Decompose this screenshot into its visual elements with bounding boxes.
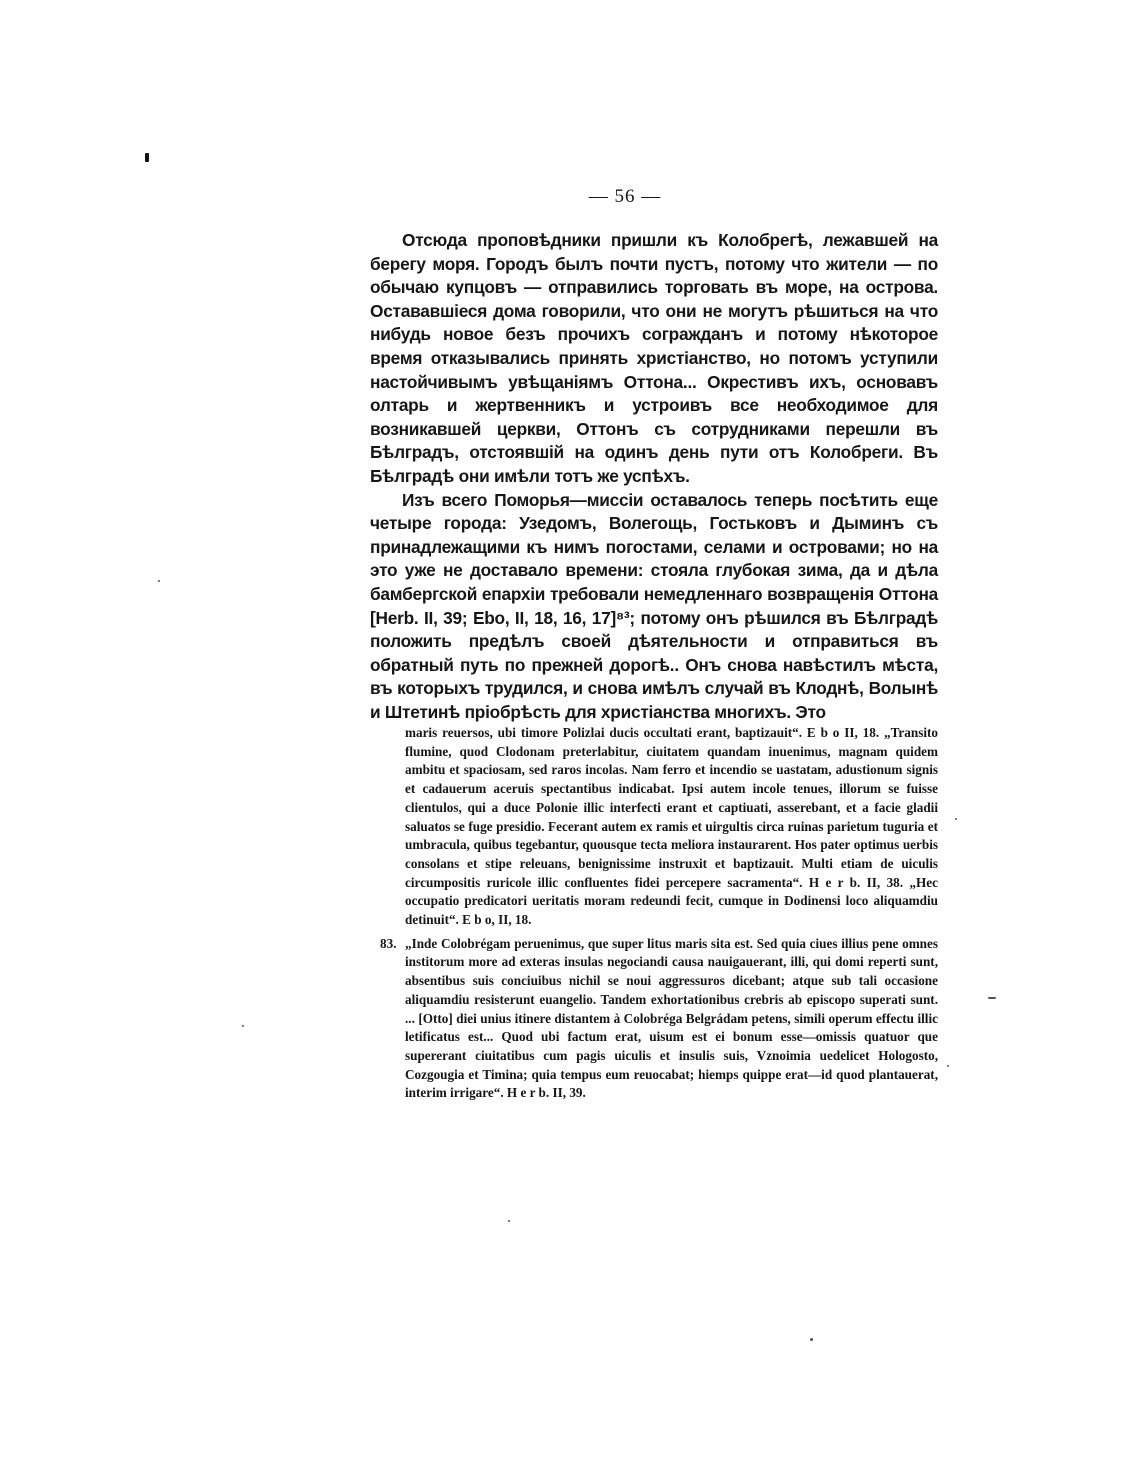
footnote-text: „Inde Colobrégam peruenimus, que super litus maris sita est. Sed quia ciues illius pene omnes institorum more ad exteras insulas negociandi causa nauigauerant, illi, qui domi reperti sunt, absentibus suis conciuibus nichil se noui aggressuros dicebant; atque sub tali occasione aliquamdiu resisterunt euangelio. Tandem exhortationibus crebris ab episcopo superati sunt. ... [Otto] diei unius itinere distantem à Colobréga Belgrádam petens, simili operum effectu illic letificatus est... Quod ubi factum erat, uisum est ei bonum esse—omissis quatuor que supererant ciuitatibus cum pagis uiculis et insulis suis, Vznoimia uedelicet Hologosto, Cozgougia et Timina; quia tempus eum reuocabat; hiemps quippe erat—id quod plantauerat, interim irrigare“. H e r b. II, 39. <box>405 935 938 1101</box>
scan-speck <box>988 997 996 999</box>
scan-speck <box>955 818 957 820</box>
footnotes <box>380 724 938 1103</box>
scan-speck <box>145 153 149 162</box>
footnote-83 <box>380 935 938 1103</box>
paragraph: Изъ всего Поморья—миссіи оставалось теперь посѣтить еще четыре города: Узедомъ, Волегощь, Гостьковъ и Дыминъ съ принадлежащими къ нимъ погостами, селами и островами; но на это уже не доставало времени: стояла глубокая зима, да и дѣла бамбергской епархіи требовали немедленнаго возвращенія Оттона [Herb. II, 39; Ebo, II, 18, 16, 17]⁸³; потому онъ рѣшился въ Бѣлградѣ положить предѣлъ своей дѣятельности и отправиться въ обратный путь по прежней дорогѣ.. Онъ снова навѣстилъ мѣста, въ которыхъ трудился, и снова имѣлъ случай въ Клоднѣ, Волынѣ и Штетинѣ пріобрѣсть для христіанства многихъ. Это <box>370 489 938 722</box>
paragraph: Отсюда проповѣдники пришли къ Колобрегѣ, лежавшей на берегу моря. Городъ былъ почти пустъ, потому что жители — по обычаю купцовъ — отправились торговать въ море, на острова. Остававшіеся дома говорили, что они не могутъ рѣшиться на что нибудь новое безъ прочихъ согражданъ и потому нѣкоторое время отказывались принять христіанство, но потомъ уступили настойчивымъ увѣщаніямъ Оттона... Окрестивъ ихъ, основавъ олтарь и жертвенникъ и устроивъ все необходимое для возникавшей церкви, Оттонъ съ сотрудниками перешли въ Бѣлградъ, отстоявшій на одинъ день пути отъ Колобреги. Въ Бѣлградѣ они имѣли тотъ же успѣхъ. <box>370 230 938 486</box>
scan-speck <box>947 1065 949 1067</box>
main-text <box>370 229 938 724</box>
page-number: — 56 — <box>588 186 662 207</box>
footnote-continuation: maris reuersos, ubi timore Polizlai ducis occultati erant, baptizauit“. E b o II, 18. „Transito flumine, quod Clodonam preterlabitur, ciuitatem quandam inuenimus, magnam quidem ambitu et spaciosam, sed raros incolas. Nam ferro et incendio se uastatam, adustionum signis et cadauerum aceruis spectantibus indicabat. Ipsi autem incole tenues, illorum se fuisse clientulos, qui a duce Polonie illic interfecti erant et captiuati, asserebant, et a facie gladii saluatos se fuge presidio. Fecerant autem ex ramis et uirgultis circa ruinas parietum tuguria et umbracula, quibus tegebantur, quousque tecta meliora instaurarent. Hos pater optimus uerbis consolans et stipe releuans, benignissime instruxit et baptizauit. Multi etiam de uiculis circumpositis ruricole illic confluentes fidei percepere sacramenta“. H e r b. II, 38. „Hec occupatio predicatori ueritatis moram redeundi fecit, cumque in Dodinensi loco aliquamdiu detinuit“. E b o, II, 18. <box>405 725 938 928</box>
scan-speck <box>242 1025 244 1027</box>
scan-speck <box>508 1220 510 1222</box>
scan-speck <box>158 580 160 582</box>
scan-speck <box>810 1338 813 1341</box>
footnote-number: 83. <box>380 935 397 951</box>
